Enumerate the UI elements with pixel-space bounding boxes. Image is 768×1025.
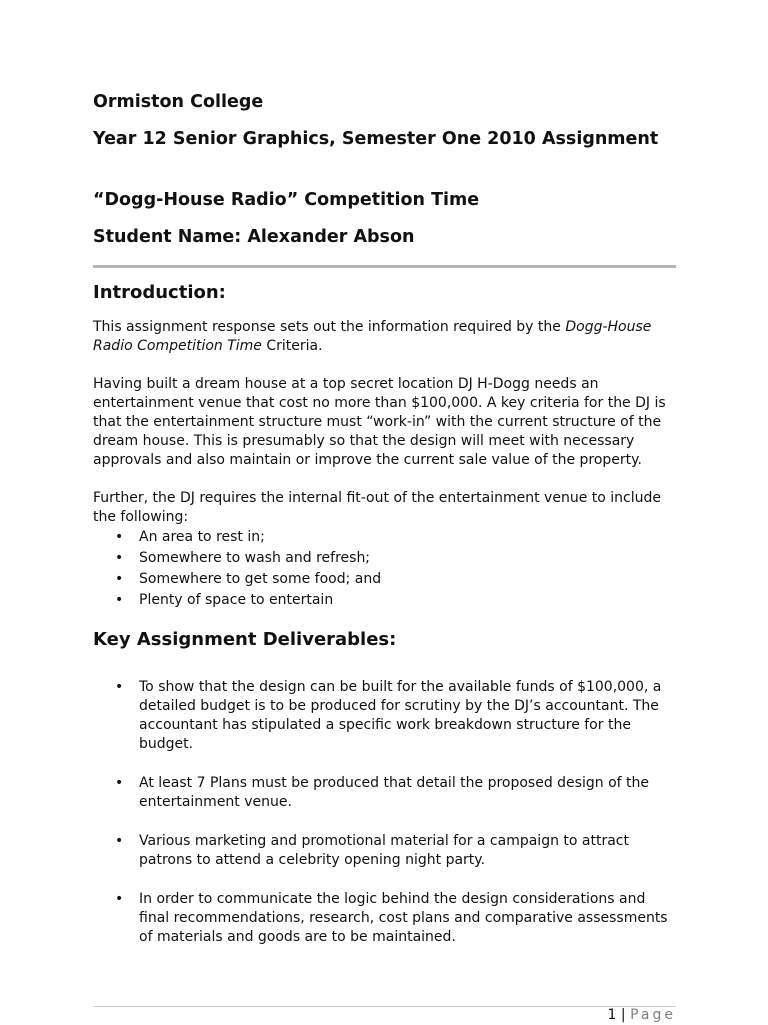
bullet-icon: • [115,571,124,587]
list-item-text: Various marketing and promotional material for a campaign to attract patrons to attend a celebrity opening night party. [139,833,629,868]
footer-divider [93,1006,676,1007]
list-item-text: Plenty of space to entertain [139,592,334,608]
fitout-list [93,528,676,612]
footer-separator: | [620,1007,626,1023]
page-footer [608,1006,676,1025]
bullet-icon: • [115,529,124,545]
list-item [93,832,676,870]
list-item-text: At least 7 Plans must be produced that detail the proposed design of the entertainment venue. [139,775,649,810]
list-item-text: Somewhere to wash and refresh; [139,550,371,566]
list-item-text: In order to communicate the logic behind the design considerations and final recommendations, research, cost plans and comparative assessments of materials and goods are to be maintained. [139,891,668,945]
page-label: Page [630,1007,676,1023]
list-item-text: An area to rest in; [139,529,265,545]
deliverables-list [93,678,676,967]
list-item [93,528,676,549]
list-item [93,570,676,591]
intro-paragraph-3: Further, the DJ requires the internal fit-out of the entertainment venue to include the following: [93,490,661,525]
college-name: Ormiston College [93,92,264,112]
bullet-icon: • [115,775,124,791]
list-item-text: To show that the design can be built for the available funds of $100,000, a detailed budget is to be produced for scrutiny by the DJ’s accountant. The accountant has stipulated a specific work breakdown structure for the budget. [139,679,662,752]
course-title: Year 12 Senior Graphics, Semester One 2010 Assignment [93,129,659,149]
bullet-icon: • [115,833,124,849]
intro-paragraph-2: Having built a dream house at a top secret location DJ H-Dogg needs an entertainment venue that cost no more than $100,000. A key criteria for the DJ is that the entertainment structure must “work-in” with the current structure of the dream house. This is presumably so that the design will meet with necessary approvals and also maintain or improve the current sale value of the property. [93,376,666,468]
student-name: Student Name: Alexander Abson [93,227,415,247]
bullet-icon: • [115,592,124,608]
bullet-icon: • [115,679,124,695]
bullet-icon: • [115,891,124,907]
header-divider [93,265,676,268]
list-item [93,549,676,570]
assignment-title: “Dogg-House Radio” Competition Time [93,190,480,210]
intro-paragraph-1 [93,318,676,356]
intro-p1-end: Criteria. [261,338,323,354]
list-item [93,774,676,812]
bullet-icon: • [115,550,124,566]
list-item-text: Somewhere to get some food; and [139,571,382,587]
list-item [93,678,676,754]
deliverables-heading: Key Assignment Deliverables: [93,629,397,650]
list-item [93,591,676,612]
intro-p1-italic: Dogg-House Radio Competition Time [93,319,652,354]
intro-p1-text: This assignment response sets out the information required by the [93,319,566,335]
introduction-heading: Introduction: [93,282,226,303]
page-number: 1 [607,1007,617,1023]
list-item [93,890,676,947]
